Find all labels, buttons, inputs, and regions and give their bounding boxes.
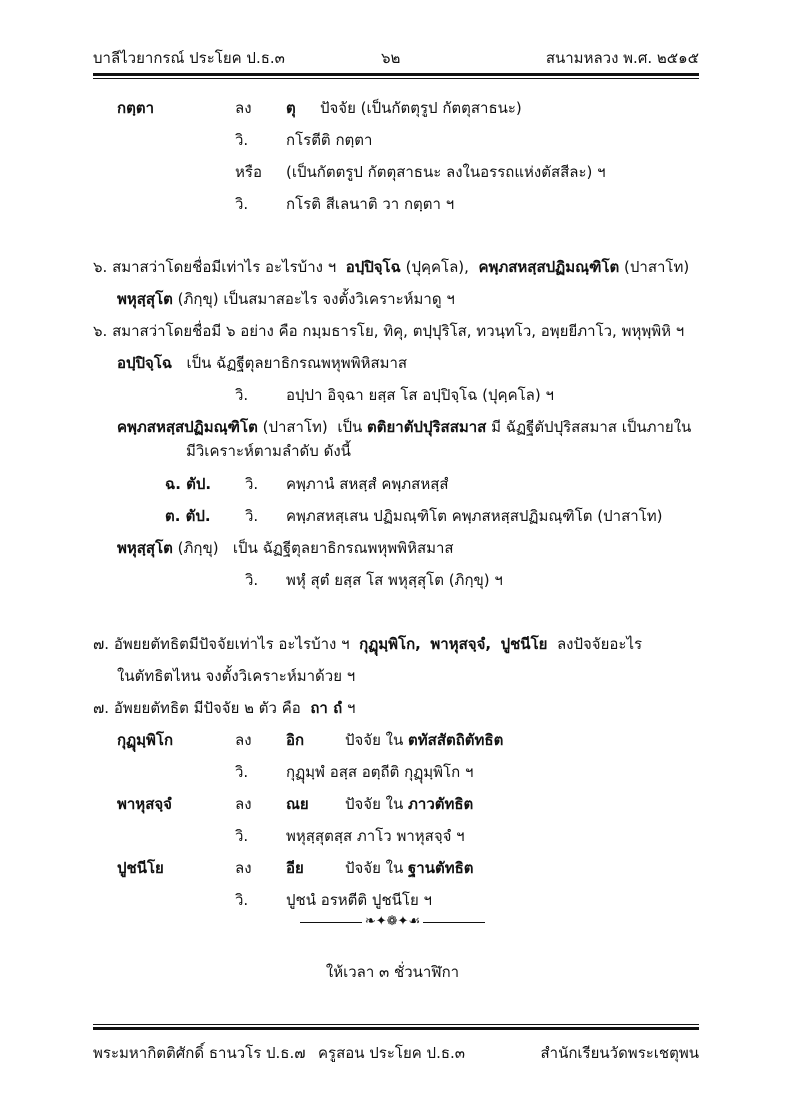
alt-desc: (เป็นกัตตรูป กัตตุสาธนะ ลงในอรรถแห่งตัสสีละ) ฯ [286, 163, 606, 181]
answer-entry [117, 417, 691, 437]
entry-desc [345, 730, 503, 750]
entry-desc [345, 858, 474, 878]
entry-suffix: อิก [286, 731, 305, 749]
ornament-glyph: ❧✦❁✦☙ [364, 914, 421, 929]
entry-word: กตฺตา [117, 99, 154, 117]
footer-rule-thick [93, 1027, 699, 1030]
q-note: (ปาสาโท) [624, 258, 690, 276]
q-word: กุฏุมฺพิโก, [359, 635, 421, 653]
q-text: ลงปัจจัยอะไร [556, 635, 643, 653]
entry-word: กุฏุมฺพิโก [117, 731, 174, 749]
a-word: คพฺภสหสฺสปฏิมณฺฑิโต [117, 418, 258, 436]
vi-label: วิ. [235, 827, 249, 845]
header-rule-thick [93, 73, 699, 76]
analysis: พหุสฺสุตสฺส ภาโว พาหุสจฺจํ ฯ [286, 827, 465, 845]
a-num: ๖. [93, 322, 108, 340]
a-desc: เป็น ฉัฏฐีตุลยาธิกรณพหุพพิหิสมาส [232, 539, 454, 557]
analysis: อปฺปา อิจฺฉา ยสฺส โส อปฺปิจฺโฉ (ปุคฺคโล) ฯ [286, 386, 554, 404]
pac-text: ปัจจัย ใน [345, 795, 404, 813]
a-text: มี ฉัฏฐีตัปปุริสสมาส เป็นภายใน [491, 418, 692, 436]
entry-desc: ปัจจัย (เป็นกัตตุรูป กัตตุสาธนะ) [320, 99, 522, 117]
question-line2 [117, 289, 455, 309]
question-number [93, 257, 689, 277]
entry-suffix: ณย [286, 795, 309, 813]
header-rule-thin [93, 78, 699, 79]
a-text: สมาสว่าโดยชื่อมี ๖ อย่าง คือ กมฺมธารโย, ทิคุ, ตปฺปุริโส, ทวนฺทโว, อพฺยยีภาโว, พหุพฺพิหิ ฯ [112, 322, 685, 340]
footer-left: พระมหากิตติศักดิ์ ธานวโร ป.ธ.๗ [93, 1044, 306, 1062]
question-line2: ในตัทธิตไหน จงตั้งวิเคราะห์มาด้วย ฯ [117, 667, 356, 685]
q-word: พาหุสจฺจํ, [430, 635, 492, 653]
entry-desc [345, 794, 473, 814]
vi-label: วิ. [245, 571, 259, 589]
taddhita-kind: ฐานตัทธิต [408, 859, 474, 877]
header-right: สนามหลวง พ.ศ. ๒๕๑๕ [545, 49, 699, 67]
answer-entry [117, 353, 407, 373]
pac-text: ปัจจัย ใน [345, 731, 404, 749]
a-text: เป็น [337, 418, 363, 436]
q-text: อัพยยตัทธิตมีปัจจัยเท่าไร อะไรบ้าง ฯ [113, 635, 350, 653]
taddhita-kind: ภาวตัทธิต [408, 795, 474, 813]
entry-suffix: อีย [286, 859, 304, 877]
footer-rule-thin [93, 1024, 699, 1025]
answer-line2: มีวิเคราะห์ตามลำดับ ดังนี้ [186, 442, 351, 460]
entry-lg: ลง [235, 731, 252, 749]
sub-label: ฉ. ตัป. [165, 475, 212, 493]
footer-right: สำนักเรียนวัดพระเชตุพน [540, 1044, 699, 1062]
entry-suffix: ตุ [286, 99, 296, 117]
analysis: กโรติ สีเลนาติ วา กตฺตา ฯ [286, 195, 455, 213]
entry-lg: ลง [235, 795, 252, 813]
a-word: อปฺปิจฺโฉ [117, 354, 173, 372]
answer-line [93, 321, 684, 341]
q-text: สมาสว่าโดยชื่อมีเท่าไร อะไรบ้าง ฯ [112, 258, 337, 276]
a-note: (ปาสาโท) [262, 418, 328, 436]
a-desc: เป็น ฉัฏฐีตุลยาธิกรณพหุพพิหิสมาส [186, 354, 408, 372]
answer-entry [117, 538, 454, 558]
q-note: (ปุคฺคโล), [405, 258, 469, 276]
ornament-divider [300, 912, 485, 932]
a-word: พหุสฺสุโต [117, 539, 173, 557]
footer-middle: ครูสอน ประโยค ป.ธ.๓ [318, 1044, 466, 1062]
analysis: กุฏุมฺพํ อสฺส อตฺถีติ กุฏุมฺพิโก ฯ [286, 763, 474, 781]
entry-word: ปูชนีโย [117, 859, 164, 877]
q-text: (ภิกฺขุ) เป็นสมาสอะไร จงตั้งวิเคราะห์มาดู ฯ [177, 290, 455, 308]
a-suffixes: ถา ถํ [310, 699, 343, 717]
entry-lg: ลง [235, 99, 252, 117]
entry-lg: ลง [235, 859, 252, 877]
vi-label: วิ. [235, 195, 249, 213]
q-word: คพฺภสหสฺสปฏิมณฺฑิโต [478, 258, 620, 276]
q-word: พหุสฺสุโต [117, 290, 173, 308]
analysis: คพฺภสหสฺเสน ปฏิมณฺฑิโต คพฺภสหสฺสปฏิมณฺฑิโต (ปาสาโท) [286, 507, 663, 525]
q-word: ปูชนีโย [500, 635, 548, 653]
vi-label: วิ. [235, 131, 249, 149]
time-note: ให้เวลา ๓ ชั่วนาฬิกา [325, 963, 460, 981]
a-text: อัพยยตัทธิต มีปัจจัย ๒ ตัว คือ [113, 699, 301, 717]
vi-label: วิ. [245, 475, 259, 493]
vi-label: วิ. [235, 386, 249, 404]
vi-label: วิ. [245, 507, 259, 525]
or-label: หรือ [235, 163, 262, 181]
vi-label: วิ. [235, 891, 249, 909]
answer-line [93, 698, 355, 718]
taddhita-kind: ตทัสสัตถิตัทธิต [408, 731, 504, 749]
a-num: ๗. [93, 699, 110, 717]
header-left: บาลีไวยากรณ์ ประโยค ป.ธ.๓ [93, 49, 285, 67]
page-number: ๖๒ [381, 49, 401, 67]
analysis: กโรตีติ กตฺตา [286, 131, 373, 149]
q-num: ๖. [93, 258, 108, 276]
a-note: (ภิกฺขุ) [177, 539, 219, 557]
question-number [93, 634, 642, 654]
vi-label: วิ. [235, 763, 249, 781]
sub-label: ต. ตัป. [165, 507, 211, 525]
a-end: ฯ [346, 699, 356, 717]
analysis: คพฺภานํ สหสฺสํ คพฺภสหสฺสํ [286, 475, 449, 493]
entry-word: พาหุสจฺจํ [117, 795, 172, 813]
q-num: ๗. [93, 635, 110, 653]
pac-text: ปัจจัย ใน [345, 859, 404, 877]
q-word: อปฺปิจฺโฉ [345, 258, 401, 276]
a-type: ตติยาตัปปุริสสมาส [367, 418, 487, 436]
analysis: ปูชนํ อรหตีติ ปูชนีโย ฯ [286, 891, 432, 909]
analysis: พหุํ สุตํ ยสฺส โส พหุสฺสุโต (ภิกฺขุ) ฯ [286, 571, 503, 589]
